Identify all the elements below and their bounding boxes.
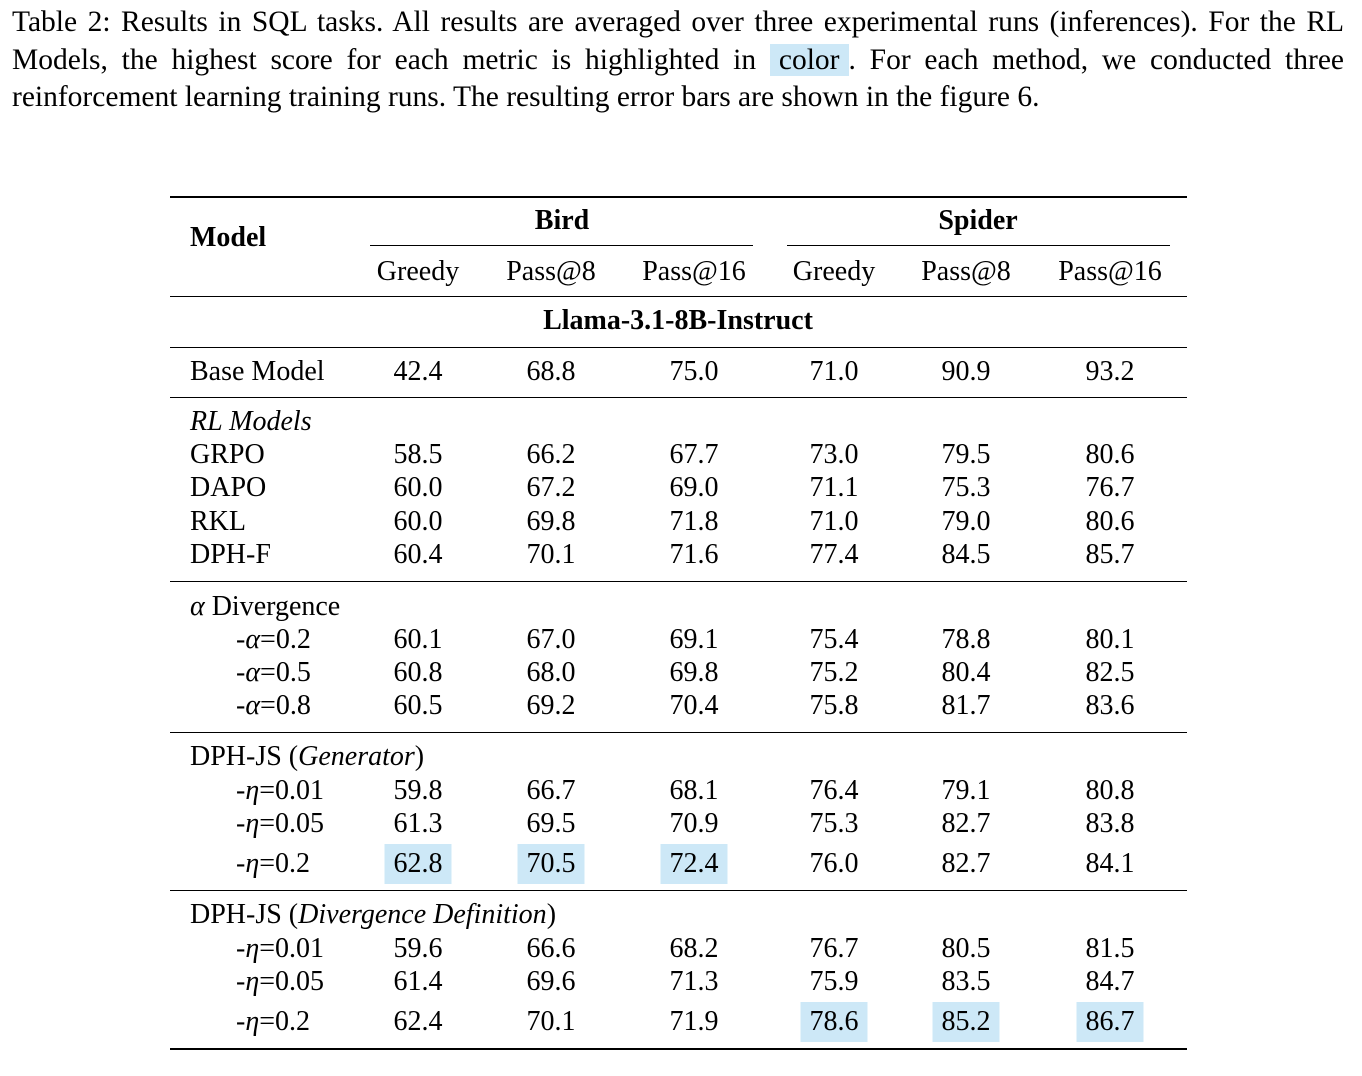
cell: 68.1 (669, 775, 719, 806)
cell: 71.8 (669, 506, 719, 537)
col-bird-greedy: Greedy (376, 256, 460, 287)
cell-highlighted: 70.5 (518, 844, 585, 884)
cell: 83.5 (941, 966, 991, 997)
cell: 75.2 (809, 657, 859, 688)
cell-highlighted: 86.7 (1077, 1002, 1144, 1042)
cell: 66.2 (526, 439, 576, 470)
cell: 82.7 (941, 808, 991, 839)
col-spider-pass16: Pass@16 (1058, 256, 1162, 287)
header-model: Model (190, 222, 267, 253)
row-label: DPH-F (190, 539, 271, 570)
cell: 69.2 (526, 690, 576, 721)
cell: 75.3 (941, 472, 991, 503)
cell: 60.8 (393, 657, 443, 688)
row-label (236, 808, 324, 840)
col-bird-pass8: Pass@8 (506, 256, 596, 287)
cell: 80.8 (1085, 775, 1135, 806)
row-value-label: =0.01 (259, 775, 325, 806)
caption-line-3: we conducted three reinforcement learning training runs. The resulting error bars are shown in the (12, 43, 1345, 113)
cell: 71.9 (669, 1006, 719, 1037)
row-label: RKL (190, 506, 246, 537)
row-prefix: - (236, 808, 246, 839)
row-symbol: η (245, 1006, 260, 1037)
section-title: Llama-3.1-8B-Instruct (543, 305, 813, 336)
cell: 82.7 (941, 848, 991, 879)
cell: 80.6 (1085, 506, 1135, 537)
row-label (236, 966, 324, 998)
cell: 62.4 (393, 1006, 443, 1037)
cell: 69.5 (526, 808, 576, 839)
cell: 84.1 (1085, 848, 1135, 879)
cell: 70.1 (526, 539, 576, 570)
cell: 70.4 (669, 690, 719, 721)
row-label (236, 1006, 310, 1038)
group-title-generator (190, 741, 424, 773)
col-spider-pass8: Pass@8 (921, 256, 1011, 287)
cell: 75.9 (809, 966, 859, 997)
alpha-title-text: Divergence (204, 591, 341, 622)
row-symbol: η (245, 966, 260, 997)
cell: 71.0 (809, 356, 859, 387)
row-value-label: =0.2 (259, 848, 311, 879)
cell: 68.2 (669, 933, 719, 964)
row-prefix: - (236, 775, 246, 806)
cell: 60.4 (393, 539, 443, 570)
col-spider-greedy: Greedy (792, 256, 876, 287)
table-caption (12, 4, 1344, 117)
cell: 83.6 (1085, 690, 1135, 721)
row-value-label: =0.05 (259, 966, 325, 997)
cell-highlighted: 72.4 (661, 844, 728, 884)
rl-rule (170, 581, 1187, 582)
base-rule (170, 397, 1187, 398)
caption-line-2-before: For the RL Models, the highest score for each metric is highlighted in (12, 6, 1345, 76)
cell: 71.6 (669, 539, 719, 570)
alpha-symbol: α (190, 591, 205, 622)
cell: 67.2 (526, 472, 576, 503)
caption-line-4: figure 6. (939, 81, 1040, 113)
row-value-label: =0.8 (260, 690, 311, 721)
cell: 84.5 (941, 539, 991, 570)
top-rule (170, 196, 1187, 198)
cell: 68.0 (526, 657, 576, 688)
cell: 69.8 (526, 506, 576, 537)
cell: 75.0 (669, 356, 719, 387)
cell: 60.0 (393, 472, 443, 503)
group-title-rl: RL Models (190, 406, 312, 437)
header-bird: Bird (534, 205, 590, 236)
cell: 81.7 (941, 690, 991, 721)
row-symbol: α (245, 690, 261, 721)
cell: 80.6 (1085, 439, 1135, 470)
cell: 76.0 (809, 848, 859, 879)
cell: 83.8 (1085, 808, 1135, 839)
cell: 59.6 (393, 933, 443, 964)
cell: 90.9 (941, 356, 991, 387)
cell: 60.5 (393, 690, 443, 721)
cell: 69.0 (669, 472, 719, 503)
row-prefix: - (236, 966, 246, 997)
spider-cmidrule (787, 245, 1170, 246)
row-value-label: =0.05 (259, 808, 325, 839)
header-spider: Spider (938, 205, 1018, 236)
caption-line-1: Table 2: Results in SQL tasks. All results are averaged over three experimental runs (inferences). (12, 6, 1198, 38)
row-label (236, 690, 311, 722)
row-label (236, 657, 311, 689)
cell: 71.1 (809, 472, 859, 503)
row-symbol: α (245, 657, 261, 688)
cell: 75.3 (809, 808, 859, 839)
cell: 80.4 (941, 657, 991, 688)
cell: 58.5 (393, 439, 443, 470)
cell: 71.3 (669, 966, 719, 997)
cell: 76.4 (809, 775, 859, 806)
cell: 60.1 (393, 624, 443, 655)
header-rule (170, 296, 1187, 297)
cell: 60.0 (393, 506, 443, 537)
row-value-label: =0.01 (259, 933, 325, 964)
cell: 79.5 (941, 439, 991, 470)
row-prefix: - (236, 933, 246, 964)
row-prefix: - (236, 624, 246, 655)
gen-rule (170, 890, 1187, 891)
cell: 70.1 (526, 1006, 576, 1037)
cell: 61.3 (393, 808, 443, 839)
group-title-post: ) (414, 741, 425, 772)
cell-highlighted: 62.8 (385, 844, 452, 884)
cell: 80.1 (1085, 624, 1135, 655)
cell: 75.4 (809, 624, 859, 655)
row-symbol: η (245, 933, 260, 964)
cell: 78.8 (941, 624, 991, 655)
row-value-label: =0.5 (260, 657, 311, 688)
group-title-alpha (190, 591, 340, 623)
group-title-divergence-definition (190, 899, 556, 931)
group-title-italic: Divergence Definition (298, 899, 547, 930)
cell: 80.5 (941, 933, 991, 964)
cell: 93.2 (1085, 356, 1135, 387)
cell: 66.7 (526, 775, 576, 806)
cell: 76.7 (1085, 472, 1135, 503)
row-label (236, 775, 324, 807)
cell: 81.5 (1085, 933, 1135, 964)
cell: 70.9 (669, 808, 719, 839)
row-label (236, 933, 324, 965)
row-value-label: =0.2 (259, 1006, 311, 1037)
cell: 42.4 (393, 356, 443, 387)
cell: 82.5 (1085, 657, 1135, 688)
row-symbol: η (245, 775, 260, 806)
row-prefix: - (236, 1006, 246, 1037)
cell: 85.7 (1085, 539, 1135, 570)
cell-highlighted: 85.2 (933, 1002, 1000, 1042)
cell: 67.0 (526, 624, 576, 655)
alpha-rule (170, 732, 1187, 733)
row-symbol: η (245, 848, 260, 879)
cell: 67.7 (669, 439, 719, 470)
row-value-label: =0.2 (260, 624, 311, 655)
row-label (236, 848, 310, 880)
row-label: Base Model (190, 356, 325, 387)
cell: 69.1 (669, 624, 719, 655)
group-title-pre: DPH-JS ( (190, 741, 299, 772)
row-label: GRPO (190, 439, 265, 470)
cell: 61.4 (393, 966, 443, 997)
row-prefix: - (236, 848, 246, 879)
row-prefix: - (236, 690, 246, 721)
caption-line-2-after: . For each method, (848, 43, 1089, 76)
row-symbol: η (245, 808, 260, 839)
cell: 75.8 (809, 690, 859, 721)
col-bird-pass16: Pass@16 (642, 256, 746, 287)
cell: 79.0 (941, 506, 991, 537)
row-prefix: - (236, 657, 246, 688)
cell: 59.8 (393, 775, 443, 806)
cell: 69.8 (669, 657, 719, 688)
row-symbol: α (245, 624, 261, 655)
cell: 76.7 (809, 933, 859, 964)
cell: 69.6 (526, 966, 576, 997)
cell: 77.4 (809, 539, 859, 570)
cell: 66.6 (526, 933, 576, 964)
cell: 68.8 (526, 356, 576, 387)
cell-highlighted: 78.6 (801, 1002, 868, 1042)
group-title-italic: Generator (298, 741, 415, 772)
bottom-rule (170, 1048, 1187, 1050)
cell: 73.0 (809, 439, 859, 470)
bird-cmidrule (370, 245, 753, 246)
group-title-post: ) (546, 899, 557, 930)
section-rule (170, 347, 1187, 348)
row-label: DAPO (190, 472, 267, 503)
cell: 84.7 (1085, 966, 1135, 997)
group-title-pre: DPH-JS ( (190, 899, 299, 930)
caption-highlight-sample: color (770, 44, 849, 76)
row-label (236, 624, 311, 656)
cell: 71.0 (809, 506, 859, 537)
cell: 79.1 (941, 775, 991, 806)
